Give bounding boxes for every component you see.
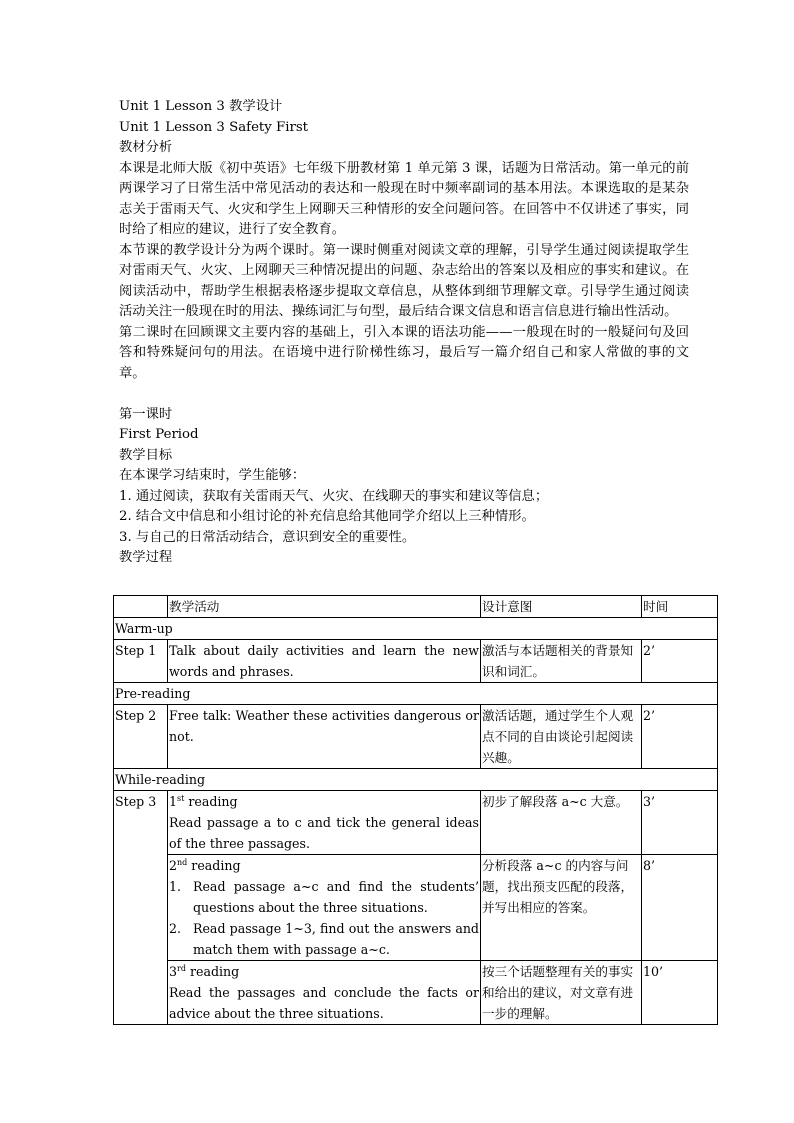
header-step (114, 596, 168, 618)
analysis-heading: 教材分析 (119, 140, 173, 155)
table-row-step3-reading3 (114, 961, 718, 1025)
reading3-intent: 按三个话题整理有关的事实和给出的建议，对文章有进一步的理解。 (481, 961, 642, 1025)
teaching-process-table (113, 595, 718, 1025)
section-row-warmup (114, 618, 718, 640)
step1-label: Step 1 (114, 640, 168, 683)
reading1-text: Read passage a to c and tick the general ideas of the three passages. (169, 815, 479, 851)
section-warmup: Warm-up (114, 618, 718, 640)
reading3-time: 10’ (642, 961, 718, 1025)
step2-intent: 激活话题，通过学生个人观点不同的自由谈论引起阅读兴趣。 (481, 705, 642, 769)
header-intent: 设计意图 (481, 596, 642, 618)
reading2-item-1: 1. Read passage a~c and find the students’ questions about the three situations. (169, 879, 479, 915)
goals-list (119, 487, 689, 549)
table-row-step3-reading2 (114, 855, 718, 961)
document-body (119, 97, 689, 569)
step3-reading1 (168, 791, 481, 855)
reading2-item-2: 2. Read passage 1~3, find out the answers and match them with passage a~c. (169, 921, 479, 957)
step1-intent: 激活与本话题相关的背景知识和词汇。 (481, 640, 642, 683)
table-row-step1 (114, 640, 718, 683)
step1-activity: Talk about daily activities and learn the new words and phrases. (168, 640, 481, 683)
reading2-list (169, 876, 479, 960)
period-cn: 第一课时 (119, 406, 173, 422)
goal-item-3: 3. 与自己的日常活动结合，意识到安全的重要性。 (119, 529, 416, 545)
section-whilereading: While-reading (114, 769, 718, 791)
reading1-title: 1st reading (169, 793, 238, 809)
step2-time: 2’ (642, 705, 718, 769)
reading3-text: Read the passages and conclude the facts or advice about the three situations. (169, 985, 479, 1021)
goal-item-2: 2. 结合文中信息和小组讨论的补充信息给其他同学介绍以上三种情形。 (119, 509, 535, 524)
step3-reading3 (168, 961, 481, 1025)
section-row-whilereading (114, 769, 718, 791)
step3-label: Step 3 (114, 791, 168, 1025)
blank-line (119, 384, 689, 405)
reading2-intent: 分析段落 a~c 的内容与问题，找出预支匹配的段落，并写出相应的答案。 (481, 855, 642, 961)
reading1-time: 3’ (642, 791, 718, 855)
analysis-paragraph-1: 本课是北师大版《初中英语》七年级下册教材第 1 单元第 3 课，话题为日常活动。第一单元的前两课学习了日常生活中常见活动的表达和一般现在时中频率副词的基本用法。本课选取的是某杂志关于雷雨天气、火灾和学生上网聊天三种情形的安全问题问答。在回答中不仅讲述了事实，同时给了相应的建议，进行了安全教育。 (119, 160, 689, 237)
step3-reading2 (168, 855, 481, 961)
table-row-step3-reading1 (114, 791, 718, 855)
doc-title: Unit 1 Lesson 3 教学设计 (119, 99, 283, 114)
goals-heading: 教学目标 (119, 447, 173, 463)
step1-time: 2’ (642, 640, 718, 683)
doc-subtitle: Unit 1 Lesson 3 Safety First (119, 119, 309, 135)
reading3-title: 3rd reading (169, 963, 240, 979)
section-prereading: Pre-reading (114, 683, 718, 705)
table-row-step2 (114, 705, 718, 769)
process-heading: 教学过程 (119, 550, 173, 565)
analysis-paragraph-2: 本节课的教学设计分为两个课时。第一课时侧重对阅读文章的理解，引导学生通过阅读提取学生对雷雨天气、火灾、上网聊天三种情况提出的问题、杂志给出的答案以及相应的事实和建议。在阅读活动中，帮助学生根据表格逐步提取文章信息，从整体到细节理解文章。引导学生通过阅读活动关注一般现在时的用法、操练词汇与句型，最后结合课文信息和语言信息进行输出性活动。 (119, 242, 689, 319)
reading2-time: 8’ (642, 855, 718, 961)
section-row-prereading (114, 683, 718, 705)
goal-item-1: 1. 通过阅读，获取有关雷雨天气、火灾、在线聊天的事实和建议等信息； (119, 488, 549, 504)
period-en: First Period (119, 427, 199, 442)
reading1-intent: 初步了解段落 a~c 大意。 (481, 791, 642, 855)
step2-label: Step 2 (114, 705, 168, 769)
table-header-row (114, 596, 718, 618)
analysis-paragraph-3: 第二课时在回顾课文主要内容的基础上，引入本课的语法功能——一般现在时的一般疑问句及回答和特殊疑问句的用法。在语境中进行阶梯性练习，最后写一篇介绍自己和家人常做的事的文章。 (119, 324, 689, 381)
reading2-title: 2nd reading (169, 857, 241, 873)
header-activity: 教学活动 (168, 596, 481, 618)
goals-intro: 在本课学习结束时，学生能够： (119, 468, 306, 483)
step2-activity: Free talk: Weather these activities dangerous or not. (168, 705, 481, 769)
header-time: 时间 (642, 596, 718, 618)
